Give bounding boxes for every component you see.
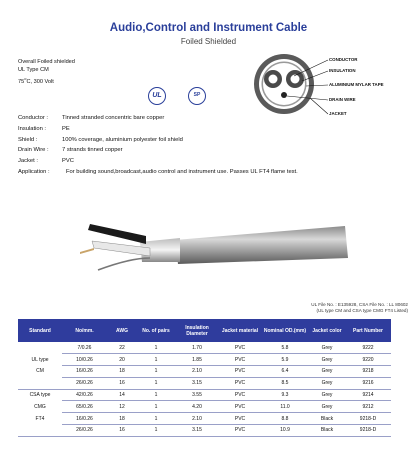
table-cell: 1 (137, 413, 175, 425)
page-title: Audio,Control and Instrument Cable (109, 22, 308, 34)
table-cell: Black (309, 425, 345, 437)
table-row (18, 425, 391, 437)
spec-conductor: Conductor : Tinned stranded concentric bare copper (18, 115, 165, 121)
table-cell: 9.3 (261, 389, 309, 401)
table-row (18, 366, 391, 378)
table-cell: PVC (219, 366, 261, 378)
table-row (18, 377, 391, 389)
spec-jacket: Jacket : PVC (18, 158, 74, 165)
drain-wire (281, 92, 287, 98)
table-row (18, 354, 391, 366)
table-cell: 16 (107, 377, 137, 389)
table-cell: 18 (107, 413, 137, 425)
table-cell: 1 (137, 389, 175, 401)
copper-tip (80, 248, 94, 254)
csa-certified-logo (188, 87, 206, 105)
table-cell: 42/0.26 (62, 389, 107, 401)
top-spec-rating (18, 75, 75, 86)
standard-cell: CMG (34, 403, 46, 410)
table-cell: 9216 (345, 377, 391, 389)
page-subtitle: Foiled Shielded (180, 37, 237, 46)
black-wire (88, 224, 146, 244)
table-cell: Grey (309, 389, 345, 401)
conductor-left (269, 75, 278, 84)
table-header-row (18, 319, 391, 342)
table-cell: 1 (137, 377, 175, 389)
table-cell: 1.85 (175, 354, 219, 366)
ul-logo-text: UL (152, 92, 162, 99)
standard-cell: FT4 (35, 415, 45, 422)
spec-drain-wire: Drain Wire : 7 strands tinned copper (18, 147, 123, 154)
table-cell: 2.10 (175, 413, 219, 425)
th-nominal-od: Nominal OD.(mm) (261, 319, 309, 342)
table-cell: PVC (219, 401, 261, 413)
table-cell: 3.15 (175, 377, 219, 389)
table-cell: PVC (219, 413, 261, 425)
table-cell: Grey (309, 401, 345, 413)
table-cell: 1 (137, 354, 175, 366)
table-cell: 9212 (345, 401, 391, 413)
table-cell: 26/0.26 (62, 377, 107, 389)
label-mylar: ALUMINIUM MYLAR TAPE (329, 82, 384, 87)
standard-cell: CSA type (29, 392, 51, 399)
label-drain-wire: DRAIN WIRE (329, 97, 356, 102)
th-standard: Standard (18, 319, 62, 342)
th-jacket-color: Jacket color (309, 319, 345, 342)
rating-temp: 75 (18, 78, 25, 85)
table-cell: 5.9 (261, 354, 309, 366)
th-jacket-material: Jacket material (219, 319, 261, 342)
th-part-number: Part Number (345, 319, 391, 342)
th-no-mm: No/mm. (62, 319, 107, 342)
spec-list (18, 113, 298, 178)
table-cell: 1 (137, 425, 175, 437)
table-cell: 1 (137, 401, 175, 413)
table-cell: 7/0.26 (62, 342, 107, 354)
table-cell: Black (309, 413, 345, 425)
th-insulation-diameter: Insulation Diameter (175, 319, 219, 342)
table-cell: 65/0.26 (62, 401, 107, 413)
standard-cell (18, 377, 62, 389)
table-cell: Grey (309, 354, 345, 366)
table-row (18, 342, 391, 354)
table-cell: 22 (107, 342, 137, 354)
table-cell: 16/0.26 (62, 366, 107, 378)
label-insulation: INSULATION (329, 68, 356, 73)
top-spec-ul-type: UL Type CM (18, 67, 49, 74)
table-cell: PVC (219, 389, 261, 401)
table-cell: 26/0.26 (62, 425, 107, 437)
table-row (18, 401, 391, 413)
table-cell: 3.15 (175, 425, 219, 437)
csa-logo-text: SP (193, 92, 201, 98)
standard-cell: CM (36, 368, 44, 375)
table-cell: 20 (107, 354, 137, 366)
table-cell: 6.4 (261, 366, 309, 378)
table-cell: Grey (309, 342, 345, 354)
table-cell: 1 (137, 366, 175, 378)
table-cell: 9218-D (345, 425, 391, 437)
rating-unit: C, 300 Volt (26, 78, 54, 85)
standard-cell (18, 425, 62, 437)
table-cell: 1 (137, 342, 175, 354)
cable-jacket (175, 226, 348, 264)
label-conductor: CONDUCTOR (329, 57, 358, 62)
file-note (311, 302, 408, 315)
table-cell: 12 (107, 401, 137, 413)
top-specs (18, 58, 75, 86)
th-pairs: No. of pairs (137, 319, 175, 342)
spec-insulation: Insulation : PE (18, 125, 70, 132)
table-cell: 11.0 (261, 401, 309, 413)
spec-application: Application : For building sound,broadcast,audio control and instrument use. Passes UL FT4 flame test. (18, 168, 298, 175)
table-cell: 8.5 (261, 377, 309, 389)
standard-cell (18, 342, 62, 354)
cable-cross-section-icon (246, 50, 336, 120)
table-cell: PVC (219, 342, 261, 354)
table-cell: 4.20 (175, 401, 219, 413)
label-jacket: JACKET (329, 111, 347, 116)
table-cell: 8.8 (261, 413, 309, 425)
table-cell: 16/0.26 (62, 413, 107, 425)
table-cell: 5.8 (261, 342, 309, 354)
file-note-line1: UL File No. : E135928, CSA File No. : LL 80602 (311, 302, 408, 307)
table-cell: 9218 (345, 366, 391, 378)
file-note-line2: (UL type CM and CSA type CMG FT4 Listed) (316, 308, 408, 314)
cable-photo (80, 196, 360, 291)
table-cell: 9218-D (345, 413, 391, 425)
table-cell: 16 (107, 425, 137, 437)
table-cell: 3.55 (175, 389, 219, 401)
table-row (18, 413, 391, 425)
table-cell: 9214 (345, 389, 391, 401)
degree-sign: o (24, 75, 27, 81)
table-cell: 18 (107, 366, 137, 378)
spec-table (18, 319, 391, 437)
top-spec-shield: Overall Foiled shielded (18, 59, 75, 65)
table-row (18, 389, 391, 401)
table-cell: 9220 (345, 354, 391, 366)
table-cell: Grey (309, 377, 345, 389)
table-cell: 10.9 (261, 425, 309, 437)
spec-shield: Shield : 100% coverage, aluminium polyester foil shield (18, 136, 183, 143)
table-cell: Grey (309, 366, 345, 378)
table-cell: 9222 (345, 342, 391, 354)
table-body (18, 342, 391, 436)
th-awg: AWG (107, 319, 137, 342)
table-cell: 14 (107, 389, 137, 401)
table-cell: PVC (219, 425, 261, 437)
table-cell: PVC (219, 377, 261, 389)
table-cell: 10/0.26 (62, 354, 107, 366)
table-cell: 2.10 (175, 366, 219, 378)
ul-listed-logo (148, 87, 166, 105)
table-cell: PVC (219, 354, 261, 366)
standard-cell: UL type (31, 356, 49, 363)
table-cell: 1.70 (175, 342, 219, 354)
